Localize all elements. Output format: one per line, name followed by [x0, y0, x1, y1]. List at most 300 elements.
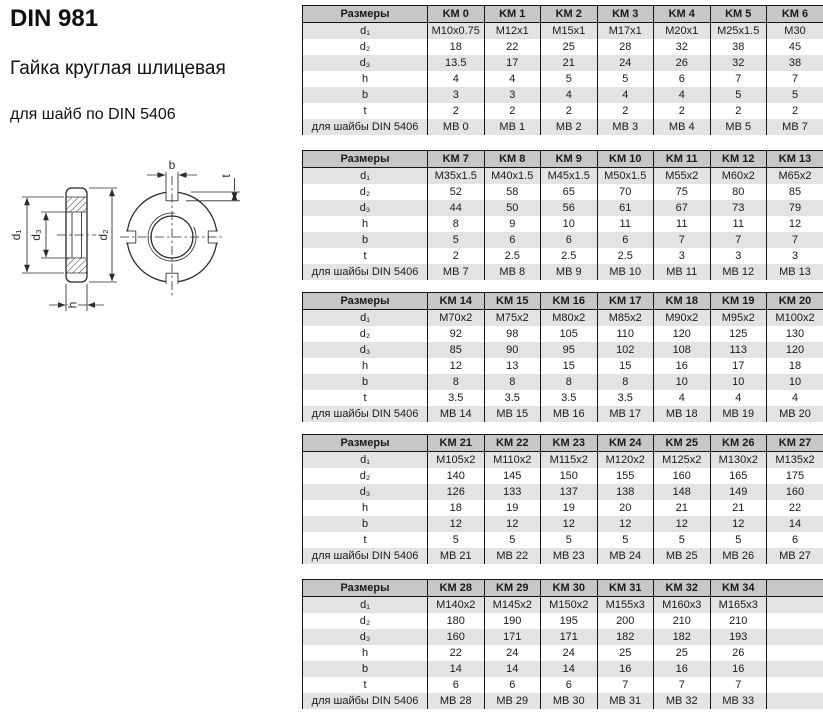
column-header: KM 0	[428, 6, 485, 23]
table-cell: M25x1.5	[710, 23, 767, 40]
table-cell	[767, 677, 823, 693]
table-cell: M65x2	[767, 168, 823, 185]
table-row	[303, 216, 823, 232]
row-label: d₁	[303, 168, 428, 185]
table-cell: 24	[597, 55, 654, 71]
table-cell: 12	[597, 516, 654, 532]
table-cell: 28	[597, 39, 654, 55]
table-cell: 149	[710, 484, 767, 500]
table-cell: M70x2	[428, 310, 485, 327]
table-cell: M155x3	[597, 597, 654, 614]
table-cell: MB 2	[541, 119, 598, 135]
table-cell: M90x2	[654, 310, 711, 327]
column-header: KM 4	[654, 6, 711, 23]
section-view	[9, 188, 117, 311]
table-cell: 58	[484, 184, 541, 200]
table-cell: 148	[654, 484, 711, 500]
sizes-header: Размеры	[303, 580, 428, 597]
table-cell: 120	[767, 342, 823, 358]
table-cell	[767, 613, 823, 629]
table-cell: M15x1	[541, 23, 598, 40]
table-cell: MB 15	[484, 406, 541, 422]
sizes-header: Размеры	[303, 151, 428, 168]
table-cell: 17	[710, 358, 767, 374]
table-cell: 155	[597, 468, 654, 484]
table-cell: 5	[710, 87, 767, 103]
table-row	[303, 516, 823, 532]
table-cell: 12	[428, 516, 485, 532]
table-cell: 160	[767, 484, 823, 500]
table-row	[303, 468, 823, 484]
table-cell: 15	[541, 358, 598, 374]
table-cell: 110	[597, 326, 654, 342]
table-cell: 25	[597, 645, 654, 661]
table-row	[303, 39, 823, 55]
table-cell: 8	[428, 374, 485, 390]
table-cell: MB 30	[541, 693, 598, 709]
row-label: d₃	[303, 629, 428, 645]
row-label: d₃	[303, 342, 428, 358]
row-label: h	[303, 645, 428, 661]
table-cell: 190	[484, 613, 541, 629]
column-header	[767, 580, 823, 597]
front-view	[120, 158, 240, 298]
row-label: для шайбы DIN 5406	[303, 693, 428, 709]
table-cell: 210	[654, 613, 711, 629]
row-label: h	[303, 216, 428, 232]
row-label: b	[303, 516, 428, 532]
column-header: KM 13	[767, 151, 823, 168]
table-cell: 18	[428, 500, 485, 516]
column-header: KM 28	[428, 580, 485, 597]
table-cell: MB 14	[428, 406, 485, 422]
table-cell: 12	[654, 516, 711, 532]
table-cell: 17	[484, 55, 541, 71]
table-cell: MB 21	[428, 548, 485, 564]
table-cell: 8	[484, 374, 541, 390]
column-header: KM 12	[710, 151, 767, 168]
table-cell	[767, 629, 823, 645]
table-row	[303, 597, 823, 614]
table-cell: 105	[541, 326, 598, 342]
table-cell: MB 29	[484, 693, 541, 709]
table-cell: 138	[597, 484, 654, 500]
row-label: для шайбы DIN 5406	[303, 119, 428, 135]
column-header: KM 29	[484, 580, 541, 597]
table-cell: 210	[710, 613, 767, 629]
dim-label-d3: d₃	[29, 229, 43, 241]
table-cell: 5	[541, 532, 598, 548]
table-cell: 4	[484, 71, 541, 87]
table-cell: 3	[428, 87, 485, 103]
table-cell: 2	[597, 103, 654, 119]
table-cell: 16	[654, 661, 711, 677]
table-cell: M145x2	[484, 597, 541, 614]
table-cell: M110x2	[484, 452, 541, 469]
table-cell	[767, 661, 823, 677]
dim-label-d2: d₂	[96, 229, 110, 241]
table-cell: M105x2	[428, 452, 485, 469]
table-row	[303, 232, 823, 248]
page-title: DIN 981	[10, 5, 98, 33]
column-header: KM 8	[484, 151, 541, 168]
row-label: d₁	[303, 310, 428, 327]
dim-label-h: h	[66, 302, 80, 309]
table-cell: MB 13	[767, 264, 823, 280]
table-cell: 130	[767, 326, 823, 342]
dim-label-t: t	[219, 174, 233, 178]
table-cell: 4	[654, 87, 711, 103]
table-row	[303, 248, 823, 264]
table-cell: 10	[710, 374, 767, 390]
table-cell: 65	[541, 184, 598, 200]
table-cell: 2	[654, 103, 711, 119]
table-cell: MB 19	[710, 406, 767, 422]
table-cell: 73	[710, 200, 767, 216]
column-header: KM 22	[484, 435, 541, 452]
table-row	[303, 629, 823, 645]
table-cell: 5	[597, 532, 654, 548]
table-cell: 3	[654, 248, 711, 264]
table-cell: 85	[428, 342, 485, 358]
table-cell: MB 23	[541, 548, 598, 564]
table-cell: 2	[541, 103, 598, 119]
table-cell: 44	[428, 200, 485, 216]
table-cell: 7	[710, 71, 767, 87]
spec-table-2	[302, 150, 823, 280]
table-cell: M10x0.75	[428, 23, 485, 40]
table-cell: 8	[428, 216, 485, 232]
table-cell: 160	[428, 629, 485, 645]
header-row	[303, 293, 823, 310]
table-cell: 20	[597, 500, 654, 516]
table-cell: 19	[484, 500, 541, 516]
table-cell: M130x2	[710, 452, 767, 469]
table-cell: MB 33	[710, 693, 767, 709]
table-cell: 12	[428, 358, 485, 374]
table-cell: MB 7	[767, 119, 823, 135]
table-cell: 137	[541, 484, 598, 500]
table-cell: MB 31	[597, 693, 654, 709]
table-cell: 13.5	[428, 55, 485, 71]
row-label: t	[303, 532, 428, 548]
column-header: KM 19	[710, 293, 767, 310]
table-cell: MB 32	[654, 693, 711, 709]
table-row	[303, 119, 823, 135]
column-header: KM 16	[541, 293, 598, 310]
table-cell: 3	[710, 248, 767, 264]
column-header: KM 20	[767, 293, 823, 310]
table-cell: 6	[541, 677, 598, 693]
table-cell: 7	[710, 232, 767, 248]
table-cell: 6	[428, 677, 485, 693]
table-cell: 182	[597, 629, 654, 645]
table-cell: 52	[428, 184, 485, 200]
table-cell: MB 4	[654, 119, 711, 135]
table-cell: 10	[654, 374, 711, 390]
table-cell: 140	[428, 468, 485, 484]
table-cell: M150x2	[541, 597, 598, 614]
table-cell: 5	[710, 532, 767, 548]
table-cell: 80	[710, 184, 767, 200]
spec-table-4	[302, 434, 823, 564]
table-cell: 6	[541, 232, 598, 248]
table-cell: M40x1.5	[484, 168, 541, 185]
table-cell: M115x2	[541, 452, 598, 469]
table-cell: 5	[428, 532, 485, 548]
table-cell: 7	[654, 232, 711, 248]
column-header: KM 24	[597, 435, 654, 452]
table-cell: 6	[597, 232, 654, 248]
table-cell: 92	[428, 326, 485, 342]
row-label: t	[303, 103, 428, 119]
table-cell: 160	[654, 468, 711, 484]
table-cell: 90	[484, 342, 541, 358]
table-cell: 182	[654, 629, 711, 645]
table-cell: 150	[541, 468, 598, 484]
table-cell: 24	[541, 645, 598, 661]
table-row	[303, 484, 823, 500]
row-label: d₂	[303, 613, 428, 629]
table-cell: 16	[710, 661, 767, 677]
table-row	[303, 264, 823, 280]
table-cell: MB 17	[597, 406, 654, 422]
row-label: t	[303, 390, 428, 406]
table-cell: 2	[428, 103, 485, 119]
table-cell: 19	[541, 500, 598, 516]
table-row	[303, 532, 823, 548]
table-row	[303, 168, 823, 185]
table-cell: 11	[597, 216, 654, 232]
table-cell: 8	[597, 374, 654, 390]
table-row	[303, 677, 823, 693]
table-cell: 3.5	[597, 390, 654, 406]
table-cell: 14	[484, 661, 541, 677]
table-row	[303, 358, 823, 374]
table-row	[303, 406, 823, 422]
table-row	[303, 390, 823, 406]
table-cell: 108	[654, 342, 711, 358]
column-header: KM 27	[767, 435, 823, 452]
row-label: t	[303, 677, 428, 693]
table-cell: 9	[484, 216, 541, 232]
table-cell: MB 27	[767, 548, 823, 564]
table-cell	[767, 645, 823, 661]
table-cell: MB 16	[541, 406, 598, 422]
row-label: для шайбы DIN 5406	[303, 406, 428, 422]
table-cell: M140x2	[428, 597, 485, 614]
sizes-header: Размеры	[303, 6, 428, 23]
page-note: для шайб по DIN 5406	[10, 106, 176, 124]
table-row	[303, 326, 823, 342]
table-cell: MB 18	[654, 406, 711, 422]
row-label: d₂	[303, 468, 428, 484]
table-cell: 3.5	[541, 390, 598, 406]
table-row	[303, 661, 823, 677]
table-cell: 21	[710, 500, 767, 516]
table-cell: 171	[541, 629, 598, 645]
table-cell: 7	[767, 232, 823, 248]
table-cell: 24	[484, 645, 541, 661]
table-cell: MB 26	[710, 548, 767, 564]
column-header: KM 7	[428, 151, 485, 168]
header-row	[303, 6, 823, 23]
table-row	[303, 200, 823, 216]
column-header: KM 25	[654, 435, 711, 452]
table-cell: 2.5	[541, 248, 598, 264]
table-cell: 61	[597, 200, 654, 216]
table-cell: MB 20	[767, 406, 823, 422]
table-cell: M50x1.5	[597, 168, 654, 185]
column-header: KM 14	[428, 293, 485, 310]
table-cell: 4	[767, 390, 823, 406]
column-header: KM 15	[484, 293, 541, 310]
table-cell: 4	[541, 87, 598, 103]
table-cell: 6	[484, 232, 541, 248]
table-cell: 120	[654, 326, 711, 342]
table-row	[303, 548, 823, 564]
table-row	[303, 310, 823, 327]
table-row	[303, 500, 823, 516]
table-cell: 6	[654, 71, 711, 87]
table-cell: M55x2	[654, 168, 711, 185]
row-label: d₁	[303, 597, 428, 614]
table-cell: 14	[767, 516, 823, 532]
table-cell: 3.5	[484, 390, 541, 406]
column-header: KM 21	[428, 435, 485, 452]
column-header: KM 32	[654, 580, 711, 597]
table-cell: 6	[767, 532, 823, 548]
table-cell: 6	[484, 677, 541, 693]
table-cell: 25	[654, 645, 711, 661]
table-cell: MB 22	[484, 548, 541, 564]
column-header: KM 11	[654, 151, 711, 168]
table-cell: 195	[541, 613, 598, 629]
table-cell: MB 0	[428, 119, 485, 135]
table-cell: M60x2	[710, 168, 767, 185]
tables-container	[302, 5, 823, 721]
table-cell: 171	[484, 629, 541, 645]
row-label: h	[303, 358, 428, 374]
table-cell: 79	[767, 200, 823, 216]
table-cell: 14	[541, 661, 598, 677]
table-cell: M95x2	[710, 310, 767, 327]
table-cell: M35x1.5	[428, 168, 485, 185]
row-label: d₂	[303, 39, 428, 55]
table-cell: 12	[767, 216, 823, 232]
table-cell: 21	[541, 55, 598, 71]
table-cell: 2	[710, 103, 767, 119]
table-cell: MB 12	[710, 264, 767, 280]
table-cell: M45x1.5	[541, 168, 598, 185]
table-cell: 67	[654, 200, 711, 216]
table-cell: MB 25	[654, 548, 711, 564]
technical-drawing	[0, 148, 280, 343]
table-cell: 95	[541, 342, 598, 358]
table-row	[303, 645, 823, 661]
table-cell: 2.5	[484, 248, 541, 264]
table-cell: M120x2	[597, 452, 654, 469]
table-cell: 200	[597, 613, 654, 629]
table-cell: 3	[484, 87, 541, 103]
table-cell: M135x2	[767, 452, 823, 469]
column-header: KM 3	[597, 6, 654, 23]
row-label: d₃	[303, 200, 428, 216]
table-cell: 10	[541, 216, 598, 232]
spec-table-1	[302, 5, 823, 135]
row-label: d₁	[303, 23, 428, 40]
table-cell: MB 10	[597, 264, 654, 280]
table-cell: MB 5	[710, 119, 767, 135]
row-label: d₂	[303, 184, 428, 200]
table-cell: MB 3	[597, 119, 654, 135]
table-cell: 14	[428, 661, 485, 677]
table-row	[303, 452, 823, 469]
table-cell: 180	[428, 613, 485, 629]
table-cell: 45	[767, 39, 823, 55]
table-cell: 145	[484, 468, 541, 484]
table-cell	[767, 693, 823, 709]
row-label: b	[303, 232, 428, 248]
table-row	[303, 184, 823, 200]
table-cell: 126	[428, 484, 485, 500]
table-cell: 5	[541, 71, 598, 87]
column-header: KM 23	[541, 435, 598, 452]
table-cell: M75x2	[484, 310, 541, 327]
table-cell: MB 9	[541, 264, 598, 280]
table-cell: 4	[428, 71, 485, 87]
table-cell: 2.5	[597, 248, 654, 264]
table-cell: 75	[654, 184, 711, 200]
table-cell: 5	[428, 232, 485, 248]
table-cell: MB 28	[428, 693, 485, 709]
spec-table-5	[302, 579, 823, 709]
table-cell: 175	[767, 468, 823, 484]
table-row	[303, 374, 823, 390]
table-cell: 38	[710, 39, 767, 55]
row-label: для шайбы DIN 5406	[303, 548, 428, 564]
table-cell: 16	[654, 358, 711, 374]
table-cell: 7	[597, 677, 654, 693]
table-cell: M12x1	[484, 23, 541, 40]
table-row	[303, 342, 823, 358]
table-cell: 7	[654, 677, 711, 693]
table-cell: 50	[484, 200, 541, 216]
row-label: b	[303, 87, 428, 103]
column-header: KM 5	[710, 6, 767, 23]
table-cell: M20x1	[654, 23, 711, 40]
table-cell: M165x3	[710, 597, 767, 614]
table-cell: MB 7	[428, 264, 485, 280]
dim-label-d1: d₁	[9, 230, 23, 241]
table-cell: 4	[654, 390, 711, 406]
column-header: KM 34	[710, 580, 767, 597]
table-cell: 22	[428, 645, 485, 661]
table-cell: 15	[597, 358, 654, 374]
table-cell: 13	[484, 358, 541, 374]
table-cell: 3	[767, 248, 823, 264]
table-cell: M85x2	[597, 310, 654, 327]
table-cell: 11	[710, 216, 767, 232]
table-cell: 70	[597, 184, 654, 200]
table-cell: 133	[484, 484, 541, 500]
table-cell: 18	[428, 39, 485, 55]
row-label: d₂	[303, 326, 428, 342]
table-cell: 12	[710, 516, 767, 532]
table-cell: 25	[541, 39, 598, 55]
table-cell: 5	[484, 532, 541, 548]
column-header: KM 17	[597, 293, 654, 310]
